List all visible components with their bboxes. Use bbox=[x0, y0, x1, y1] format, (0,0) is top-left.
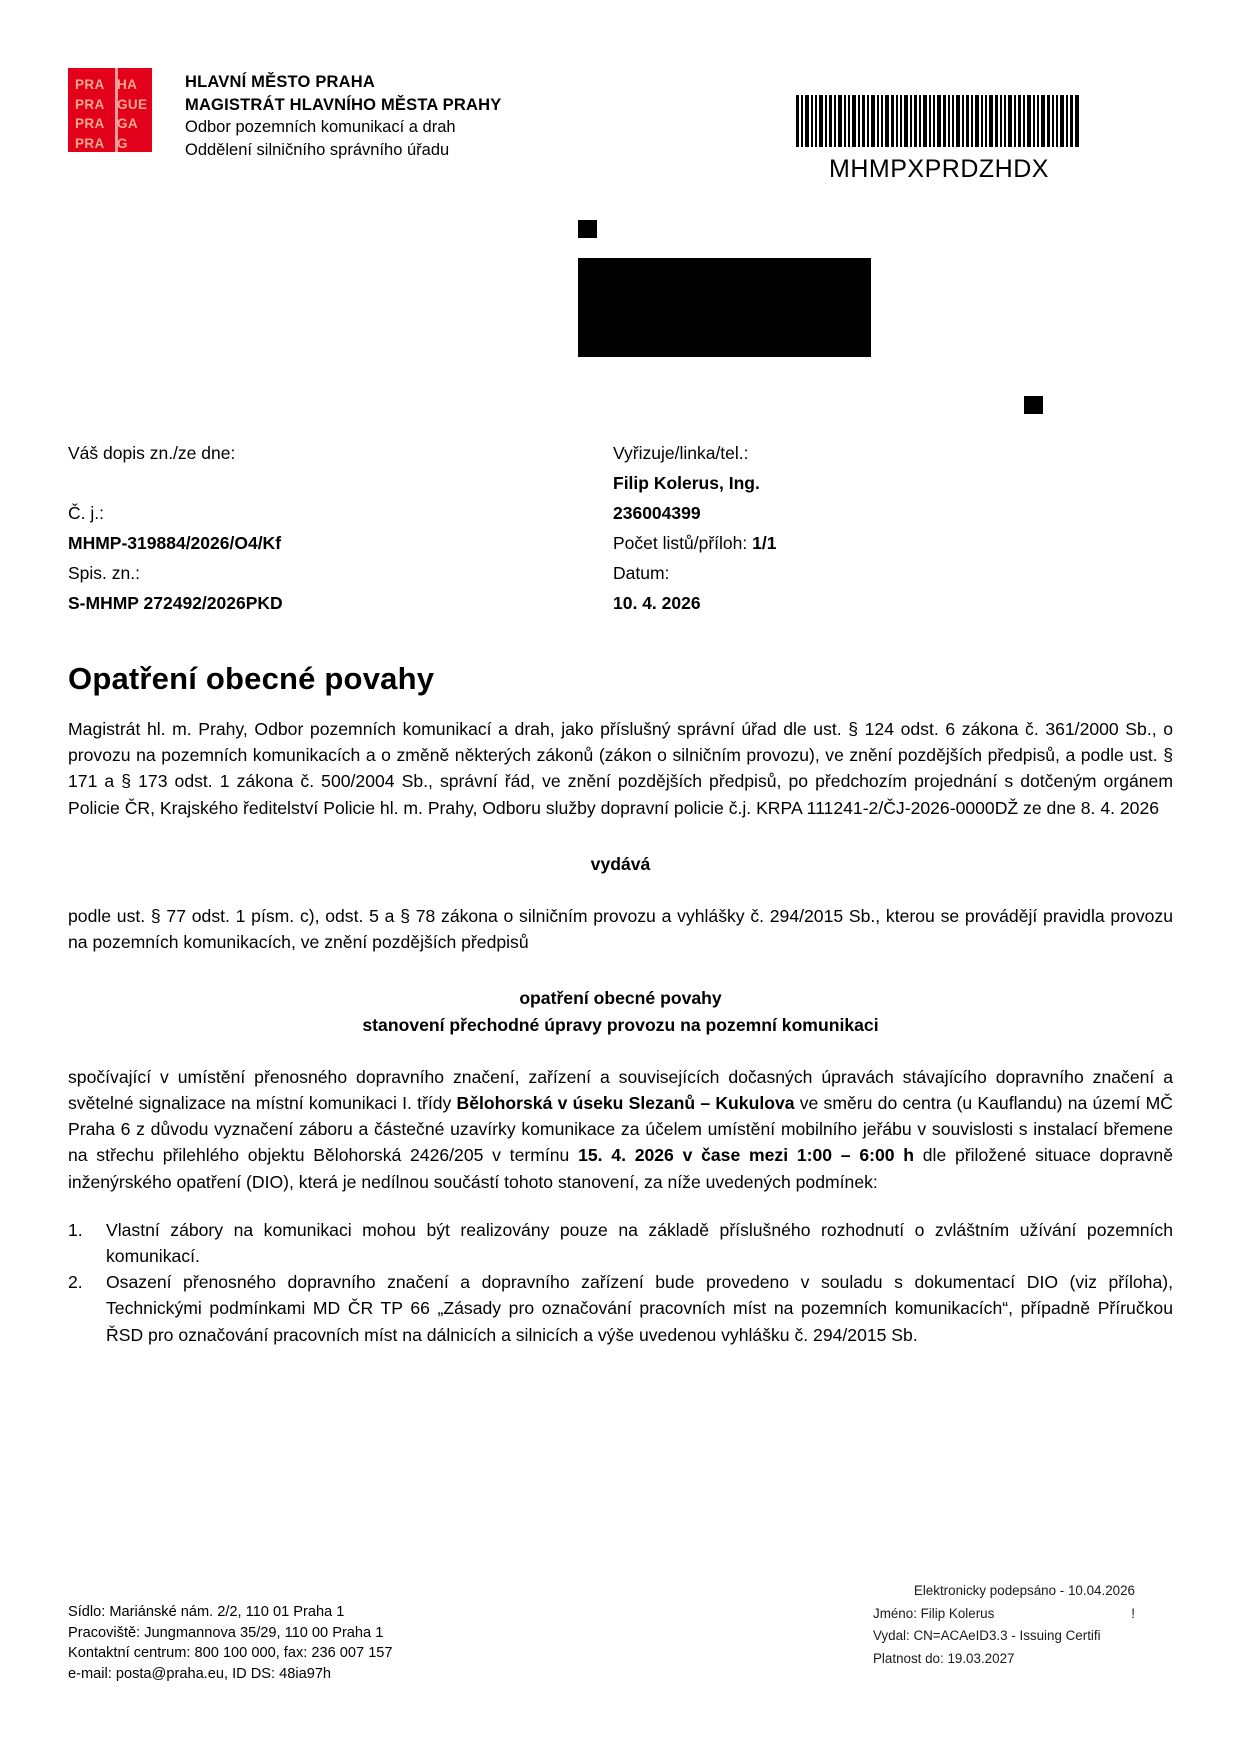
measure-heading-line2: stanovení přechodné úpravy provozu na pozemní komunikaci bbox=[362, 1014, 879, 1035]
barcode-image bbox=[796, 95, 1082, 147]
document-header bbox=[68, 68, 1173, 183]
detail-text-2: ve směru do centra (u Kauflandu) na území MČ Praha 6 z důvodu vyznačení záboru a částečné uzavírky komunikace za účelem umístění mobilního jeřábu v souvislosti s instalací břemene na střechu přilehlého objektu Bělohorská 2426/205 v termínu bbox=[68, 1093, 1173, 1166]
electronic-signature-block bbox=[855, 1580, 1135, 1670]
signature-issuer: Vydal: CN=ACAeID3.3 - Issuing Certifi bbox=[873, 1628, 1101, 1643]
reference-column-left bbox=[68, 438, 548, 618]
logo-suffix: HA bbox=[117, 77, 138, 92]
handler-label: Vyřizuje/linka/tel.: bbox=[613, 443, 749, 463]
organization-block bbox=[185, 71, 745, 161]
road-section-emphasis: Bělohorská v úseku Slezanů – Kukulova bbox=[456, 1093, 795, 1114]
date-time-emphasis: 15. 4. 2026 v čase mezi 1:00 – 6:00 h bbox=[578, 1145, 915, 1166]
sheet-count-label: Počet listů/příloh: bbox=[613, 533, 748, 553]
case-number-label: Spis. zn.: bbox=[68, 563, 140, 583]
logo-suffix: GUE bbox=[117, 96, 148, 112]
footer-contact: Kontaktní centrum: 800 100 000, fax: 236 007 157 bbox=[68, 1645, 393, 1661]
org-authority: MAGISTRÁT HLAVNÍHO MĚSTA PRAHY bbox=[185, 95, 502, 114]
footer-workplace: Pracoviště: Jungmannova 35/29, 110 00 Praha 1 bbox=[68, 1624, 384, 1641]
logo-prefix: PRA bbox=[75, 77, 105, 92]
spacer bbox=[68, 468, 548, 498]
redaction-block-recipient bbox=[578, 258, 871, 357]
case-number-value: S-MHMP 272492/2026PKD bbox=[68, 593, 283, 613]
file-number-label: Č. j.: bbox=[68, 503, 104, 523]
issues-keyword: vydává bbox=[590, 853, 651, 874]
signature-headline: Elektronicky podepsáno - 10.04.2026 bbox=[913, 1583, 1135, 1598]
footer-email: e-mail: posta@praha.eu, ID DS: 48ia97h bbox=[68, 1665, 332, 1682]
sheet-count-value: 1/1 bbox=[752, 533, 777, 553]
logo-prefix: PRA bbox=[75, 116, 105, 131]
barcode-block bbox=[794, 95, 1084, 184]
date-label: Datum: bbox=[613, 563, 670, 583]
redaction-block-small-top bbox=[578, 220, 597, 238]
your-reference-label: Váš dopis zn./ze dne: bbox=[68, 443, 236, 463]
logo-suffix: GA bbox=[117, 116, 139, 131]
signature-validity: Platnost do: 19.03.2027 bbox=[873, 1650, 1015, 1666]
org-city-name: HLAVNÍ MĚSTO PRAHA bbox=[185, 73, 375, 91]
logo-row bbox=[68, 114, 152, 134]
measure-detail-paragraph bbox=[68, 1064, 1173, 1195]
intro-paragraph: Magistrát hl. m. Prahy, Odbor pozemních komunikací a drah, jako příslušný správní úřad dle ust. § 124 odst. 6 zákona č. 361/2000 Sb., o provozu na pozemních komunikacích a o změně některých zákonů (zákon o silničním provozu), ve znění pozdějších předpisů, a podle ust. § 171 a § 173 odst. 1 zákona č. 500/2004 Sb., správní řád, ve znění pozdějších předpisů, po předchozím projednání s dotčeným orgánem Policie ČR, Krajského ředitelství Policie hl. m. Prahy, Odboru služby dopravní policie č.j. KRPA 111241-2/ČJ-2026-0000DŽ ze dne 8. 4. 2026 bbox=[68, 719, 1173, 818]
footer-contact-block bbox=[68, 1602, 393, 1684]
spacer bbox=[68, 821, 1173, 851]
page-title: Opatření obecné povahy bbox=[68, 660, 435, 696]
logo-wordmark bbox=[68, 75, 152, 152]
detail-text-3: dle přiložené situace dopravně inženýrského opatření (DIO), která je nedílnou součástí tohoto stanovení, za níže uvedených podmínek: bbox=[68, 1145, 1173, 1192]
handler-phone: 236004399 bbox=[613, 503, 701, 523]
sheet-count-row bbox=[613, 528, 1133, 558]
spacer bbox=[68, 1195, 1173, 1217]
org-division: Oddělení silničního správního úřadu bbox=[185, 140, 450, 159]
org-department: Odbor pozemních komunikací a drah bbox=[185, 118, 456, 136]
logo-prefix: PRA bbox=[75, 96, 105, 112]
conditions-list bbox=[68, 1217, 1173, 1348]
handler-name: Filip Kolerus, Ing. bbox=[613, 473, 760, 493]
list-item: Vlastní zábory na komunikaci mohou být realizovány pouze na základě příslušného rozhodnutí o zvláštním užívání pozemních komunikací. bbox=[106, 1219, 1173, 1267]
legal-basis-paragraph: podle ust. § 77 odst. 1 písm. c), odst. 5 a § 78 zákona o silničním provozu a vyhlášky č. 294/2015 Sb., kterou se provádějí pravidla provozu na pozemních komunikacích, ve znění pozdějších předpisů bbox=[68, 906, 1173, 953]
spacer bbox=[68, 1038, 1173, 1064]
spacer bbox=[68, 955, 1173, 985]
reference-column-right bbox=[613, 438, 1133, 618]
measure-heading-line1: opatření obecné povahy bbox=[519, 988, 722, 1009]
list-item: Osazení přenosného dopravního značení a dopravního zařízení bude provedeno v souladu s dokumentací DIO (viz příloha), Technickými podmínkami MD ČR TP 66 „Zásady pro označování pracovních míst na pozemních komunikacích“, případně Příručkou ŘSD pro označování pracovních míst na dálnicích a silnicích a výše uvedenou vyhlášku č. 294/2015 Sb. bbox=[106, 1272, 1173, 1345]
footer-seat: Sídlo: Mariánské nám. 2/2, 110 01 Praha 1 bbox=[68, 1604, 345, 1620]
redaction-block-small-bottom bbox=[1024, 396, 1043, 414]
barcode-number: MHMPXPRDZHDX bbox=[829, 155, 1049, 183]
prague-city-logo bbox=[68, 68, 152, 152]
logo-prefix: PRA bbox=[75, 135, 105, 151]
signature-name bbox=[855, 1603, 1135, 1626]
logo-row bbox=[68, 134, 152, 153]
logo-row bbox=[68, 75, 152, 95]
document-body bbox=[68, 716, 1173, 1348]
file-number-value: MHMP-319884/2026/O4/Kf bbox=[68, 533, 282, 553]
logo-row bbox=[68, 95, 152, 115]
date-value: 10. 4. 2026 bbox=[613, 593, 701, 613]
detail-text-1: spočívající v umístění přenosného dopravního značení, zařízení a souvisejících dočasných úpravách stávajícího dopravního značení a světelné signalizace na místní komunikaci I. třídy bbox=[68, 1066, 1173, 1114]
signature-name-text: Jméno: Filip Kolerus bbox=[873, 1605, 995, 1621]
spacer bbox=[68, 877, 1173, 903]
logo-suffix: G bbox=[117, 135, 128, 151]
signature-name-tail: ! bbox=[1131, 1605, 1135, 1621]
